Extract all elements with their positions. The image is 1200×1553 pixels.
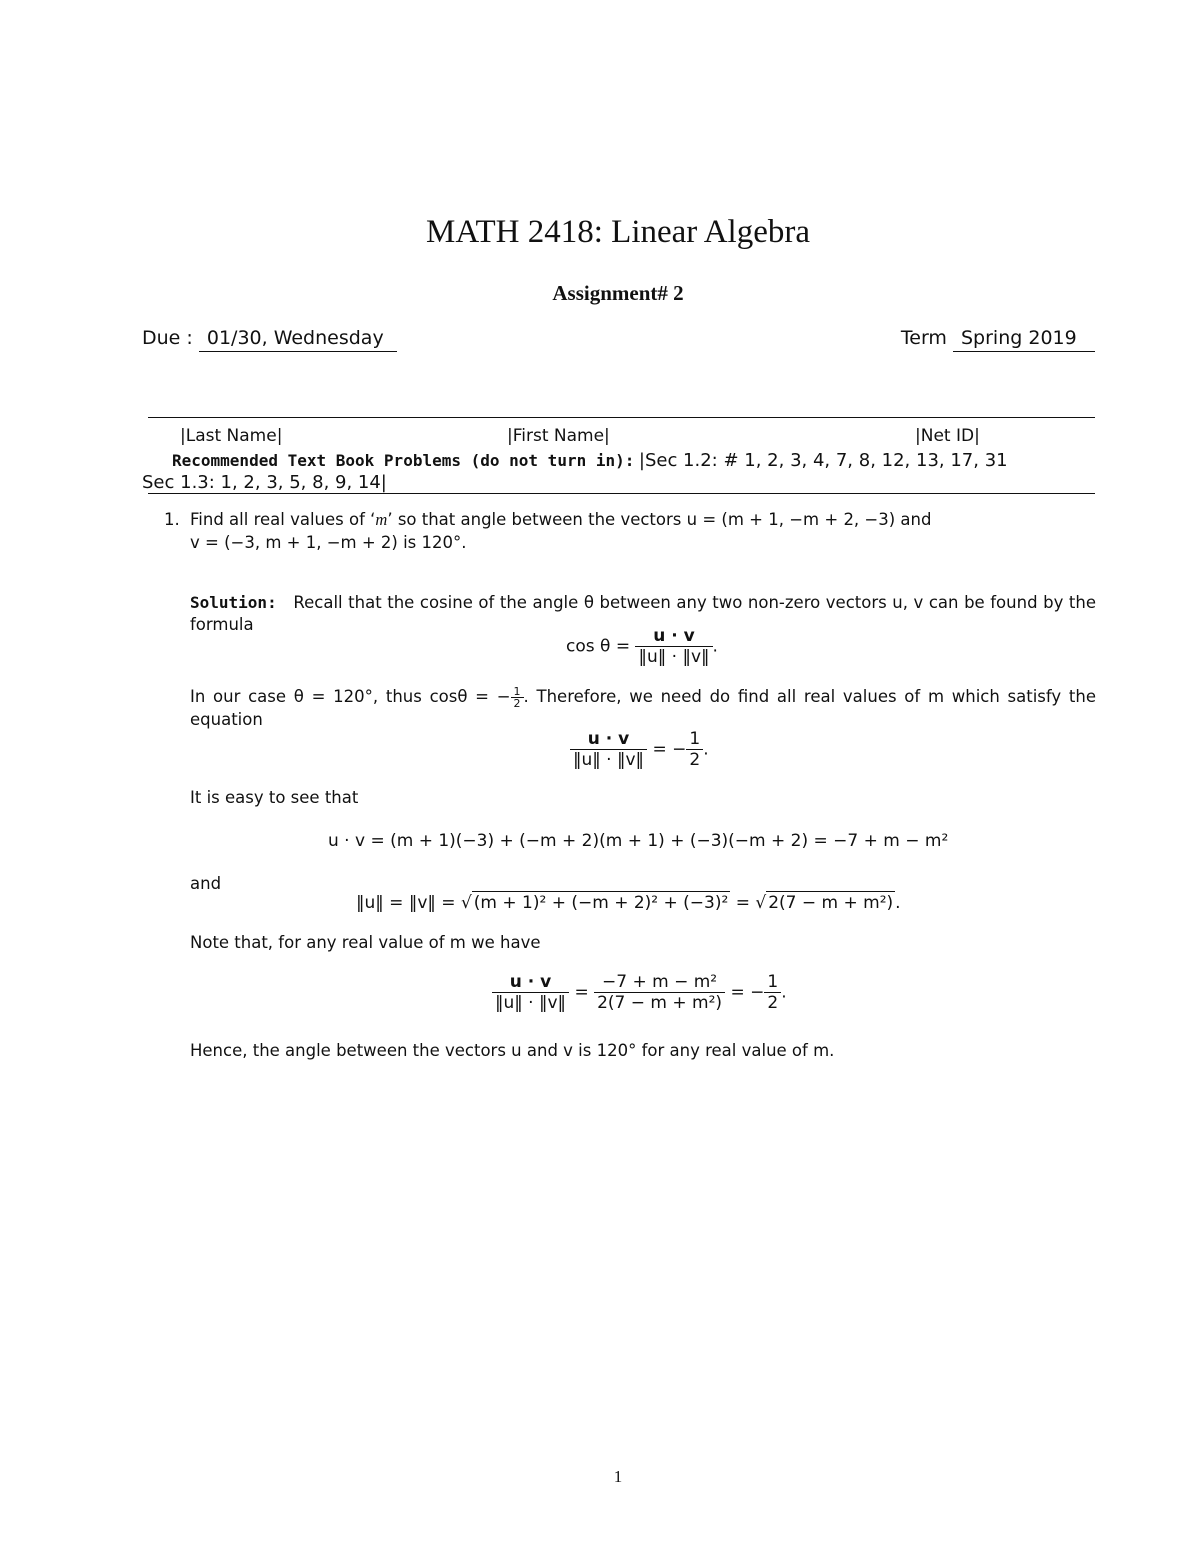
vector-v-definition: v = (−3, m + 1, −m + 2) is 120°.: [190, 533, 467, 552]
conclusion-text: Hence, the angle between the vectors u and v is 120° for any real value of m.: [190, 1041, 835, 1060]
recommended-sec12: |Sec 1.2: # 1, 2, 3, 4, 7, 8, 12, 13, 17, 31: [638, 450, 1008, 471]
due-date-row: [142, 327, 397, 352]
due-date-value: 01/30, Wednesday: [199, 327, 397, 352]
problem-statement-line1: Find all real values of ‘m’ so that angle between the vectors u = (m + 1, −m + 2, −3) and: [190, 510, 932, 529]
net-id-field: |Net ID|: [915, 426, 980, 446]
solution-label: Solution:: [190, 593, 277, 612]
term-label: Term: [900, 327, 947, 349]
dot-product-expansion: u · v = (m + 1)(−3) + (−m + 2)(m + 1) + (−3)(−m + 2) = −7 + m − m²: [328, 831, 949, 851]
page-number: 1: [613, 1467, 623, 1486]
solution-para2: In our case θ = 120°, thus cosθ = − $\frac{1}{2}$ . Therefore, we need do find all real values of m which satisfy the equation: [190, 685, 1096, 729]
term-value: Spring 2019: [953, 327, 1095, 352]
problem-number: 1.: [164, 510, 180, 529]
recommended-problems: [172, 450, 1008, 471]
recommended-sec13: Sec 1.3: 1, 2, 3, 5, 8, 9, 14|: [142, 472, 387, 493]
last-name-field: |Last Name|: [180, 426, 283, 446]
easy-to-see: It is easy to see that: [190, 788, 359, 807]
term-row: [901, 327, 1095, 352]
divider-bottom: [148, 493, 1095, 494]
document-title: MATH 2418: Linear Algebra: [426, 214, 810, 250]
target-equation: $\frac{u \cdot v}{‖u‖ \cdot ‖v‖}$ = − $\frac{1}{2}$ .: [570, 729, 709, 770]
vector-u-definition: u = (m + 1, −m + 2, −3) and: [686, 510, 932, 529]
first-name-field: |First Name|: [507, 426, 610, 446]
recommended-label: Recommended Text Book Problems (do not turn in):: [172, 451, 635, 470]
final-ratio-equation: $\frac{u \cdot v}{‖u‖ \cdot ‖v‖}$ = $\frac{\text{−7 + m − m²}}{\text{2(7 − m + m²)}}$ = − $\frac{1}{2}$ .: [492, 972, 787, 1013]
norm-equation: ‖u‖ = ‖v‖ = √ (m + 1)² + (−m + 2)² + (−3)² = √ 2(7 − m + m²) .: [356, 893, 901, 913]
and-text: and: [190, 874, 222, 893]
cosine-formula: cos θ = $\frac{u \cdot v}{‖u‖ \cdot ‖v‖}$ .: [566, 626, 718, 667]
due-label: Due :: [142, 327, 193, 349]
divider-top: [148, 417, 1095, 418]
assignment-heading: Assignment# 2: [552, 281, 684, 305]
solution-intro: Solution: Recall that the cosine of the angle θ between any two non-zero vectors u, v can be found by the formula: [190, 593, 1096, 634]
note-text: Note that, for any real value of m we have: [190, 933, 541, 952]
